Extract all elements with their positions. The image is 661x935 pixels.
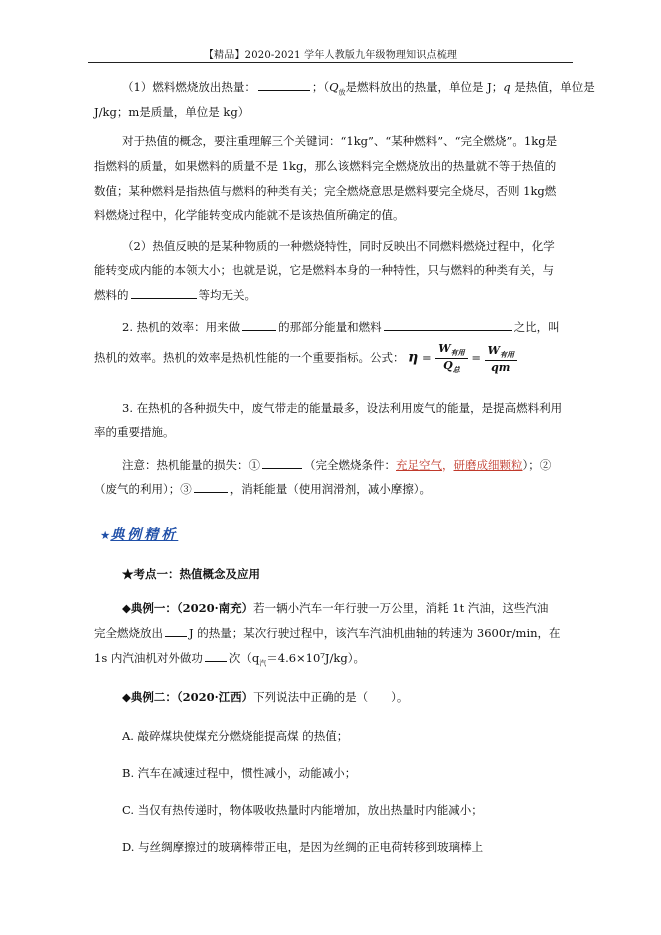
q-sub: 汽 bbox=[259, 659, 267, 668]
exam-point-1: ★考点一：热值概念及应用 bbox=[122, 567, 260, 581]
num-w: W bbox=[438, 342, 451, 355]
blank-total-energy bbox=[384, 319, 512, 331]
option-c: C. 当仅有热传递时，物体吸收热量时内能增加，放出热量时内能减小； bbox=[122, 803, 483, 817]
text: ；（ bbox=[311, 80, 330, 94]
text: 之比，叫 bbox=[513, 320, 560, 334]
losses-note-line-1 bbox=[122, 457, 551, 473]
example-1-line-3 bbox=[94, 650, 365, 668]
text: J 的热量；某次行驶过程中，该汽车汽油机曲轴的转速为 3600r/min，在 bbox=[189, 626, 561, 640]
losses-note-line-2 bbox=[94, 481, 431, 497]
heat-value-concept-line-3: 数值；某种燃料是指热值与燃料的种类有关；完全燃烧意思是燃料要完全烧尽，否则 1kg燃 bbox=[94, 184, 557, 198]
text: 是热值，单位是 bbox=[510, 80, 595, 94]
example-2-label: ◆典例二：（2020·江西） bbox=[122, 690, 254, 704]
star-icon: ★ bbox=[100, 528, 111, 542]
symbol-Q-sub: 放 bbox=[338, 88, 346, 97]
text: （完全燃烧条件： bbox=[304, 458, 396, 472]
blank-loss-1 bbox=[262, 457, 302, 469]
heat-value-property-line-3 bbox=[94, 287, 256, 303]
text: 等均无关。 bbox=[198, 288, 256, 302]
text: ）；② bbox=[522, 458, 552, 472]
text: 1s 内汽油机对外做功 bbox=[94, 651, 203, 665]
waste-gas-line-2: 率的重要措施。 bbox=[94, 425, 175, 439]
text: ，消耗能量（使用润滑剂，减小摩擦）。 bbox=[229, 482, 431, 496]
example-1-line-1 bbox=[122, 600, 548, 616]
text: 注意：热机能量的损失：① bbox=[122, 458, 260, 472]
equals: = bbox=[422, 350, 432, 365]
highlight-grind-fine: 研磨成细颗粒 bbox=[453, 458, 523, 472]
num-w: W bbox=[487, 343, 500, 357]
section-title bbox=[100, 524, 178, 544]
text: 燃料的 bbox=[94, 288, 129, 302]
heat-value-property-line-2: 能转变成内能的本领大小；也就是说，它是燃料本身的一种特性，只与燃料的种类有关，与 bbox=[94, 263, 554, 277]
blank-useful-work bbox=[242, 319, 276, 331]
text: 的那部分能量和燃料 bbox=[278, 320, 382, 334]
fraction-w-over-qm bbox=[485, 344, 517, 374]
text: 热机的效率。热机的效率是热机性能的一个重要指标。公式： bbox=[94, 350, 405, 365]
symbol-eta: η bbox=[408, 349, 419, 366]
text: （1）燃料燃烧放出热量： bbox=[122, 80, 256, 94]
heat-release-line-1 bbox=[122, 79, 595, 97]
page-header: 【精品】2020-2021 学年人教版九年级物理知识点梳理 bbox=[203, 50, 458, 61]
blank-heat bbox=[165, 625, 187, 637]
symbol-q: q bbox=[503, 80, 511, 94]
heat-release-line-2: J/kg；m是质量，单位是 kg） bbox=[94, 105, 250, 119]
blank-loss-3 bbox=[194, 481, 228, 493]
text: ＝4.6×10⁷J/kg）。 bbox=[266, 651, 365, 665]
symbol-Q: Q bbox=[329, 80, 339, 94]
heat-value-property-line-1: （2）热值反映的是某种物质的一种燃烧特性，同时反映出不同燃料燃烧过程中，化学 bbox=[122, 239, 555, 253]
text: 下列说法中正确的是（ ）。 bbox=[253, 690, 409, 704]
den-q: Q bbox=[443, 359, 453, 373]
num-w-sub: 有用 bbox=[499, 349, 514, 359]
heat-value-concept-line-1: 对于热值的概念，要注重理解三个关键词：“1kg”、“某种燃料”、“完全燃烧”。1kg是 bbox=[122, 134, 558, 148]
den-qm: qm bbox=[491, 360, 511, 374]
heat-value-concept-line-2: 指燃料的质量，如果燃料的质量不是 1kg，那么该燃料完全燃烧放出的热量就不等于热值的 bbox=[94, 159, 557, 173]
heat-value-concept-line-4: 料燃烧过程中，化学能转变成内能就不是该热值所确定的值。 bbox=[94, 208, 405, 222]
option-d: D. 与丝绸摩擦过的玻璃棒带正电，是因为丝绸的正电荷转移到玻璃棒上 bbox=[122, 840, 484, 854]
text: （废气的利用）；③ bbox=[94, 482, 192, 496]
header-rule bbox=[88, 62, 573, 63]
efficiency-line-1 bbox=[122, 319, 560, 335]
text: 是燃料放出的热量，单位是 J； bbox=[345, 80, 504, 94]
fraction-w-over-q-total bbox=[435, 342, 467, 375]
example-1-label: ◆典例一：（2020·南充） bbox=[122, 601, 254, 615]
highlight-comma: ， bbox=[442, 458, 454, 472]
den-q-sub: 总 bbox=[452, 365, 460, 375]
option-a: A. 敲碎煤块使煤充分燃烧能提高煤 的热值； bbox=[122, 729, 349, 743]
efficiency-line-2 bbox=[94, 342, 517, 375]
blank-work-count bbox=[205, 650, 227, 662]
highlight-sufficient-air: 充足空气 bbox=[396, 458, 442, 472]
num-w-sub: 有用 bbox=[450, 348, 465, 358]
option-b: B. 汽车在减速过程中，惯性减小，动能减小； bbox=[122, 766, 357, 780]
blank-formula bbox=[258, 79, 310, 91]
blank-independent-factors bbox=[131, 287, 197, 299]
text: 次（q bbox=[228, 651, 260, 665]
text: 若一辆小汽车一年行驶一万公里，消耗 1t 汽油，这些汽油 bbox=[253, 601, 549, 615]
text: 2. 热机的效率：用来做 bbox=[122, 320, 241, 334]
waste-gas-line-1: 3. 在热机的各种损失中，废气带走的能量最多，设法利用废气的能量，是提高燃料利用 bbox=[122, 401, 563, 415]
example-1-line-2 bbox=[94, 625, 561, 641]
section-title-text: 典例精析 bbox=[110, 527, 179, 543]
example-2-stem bbox=[122, 689, 408, 705]
equals: = bbox=[471, 350, 481, 365]
text: 完全燃烧放出 bbox=[94, 626, 163, 640]
